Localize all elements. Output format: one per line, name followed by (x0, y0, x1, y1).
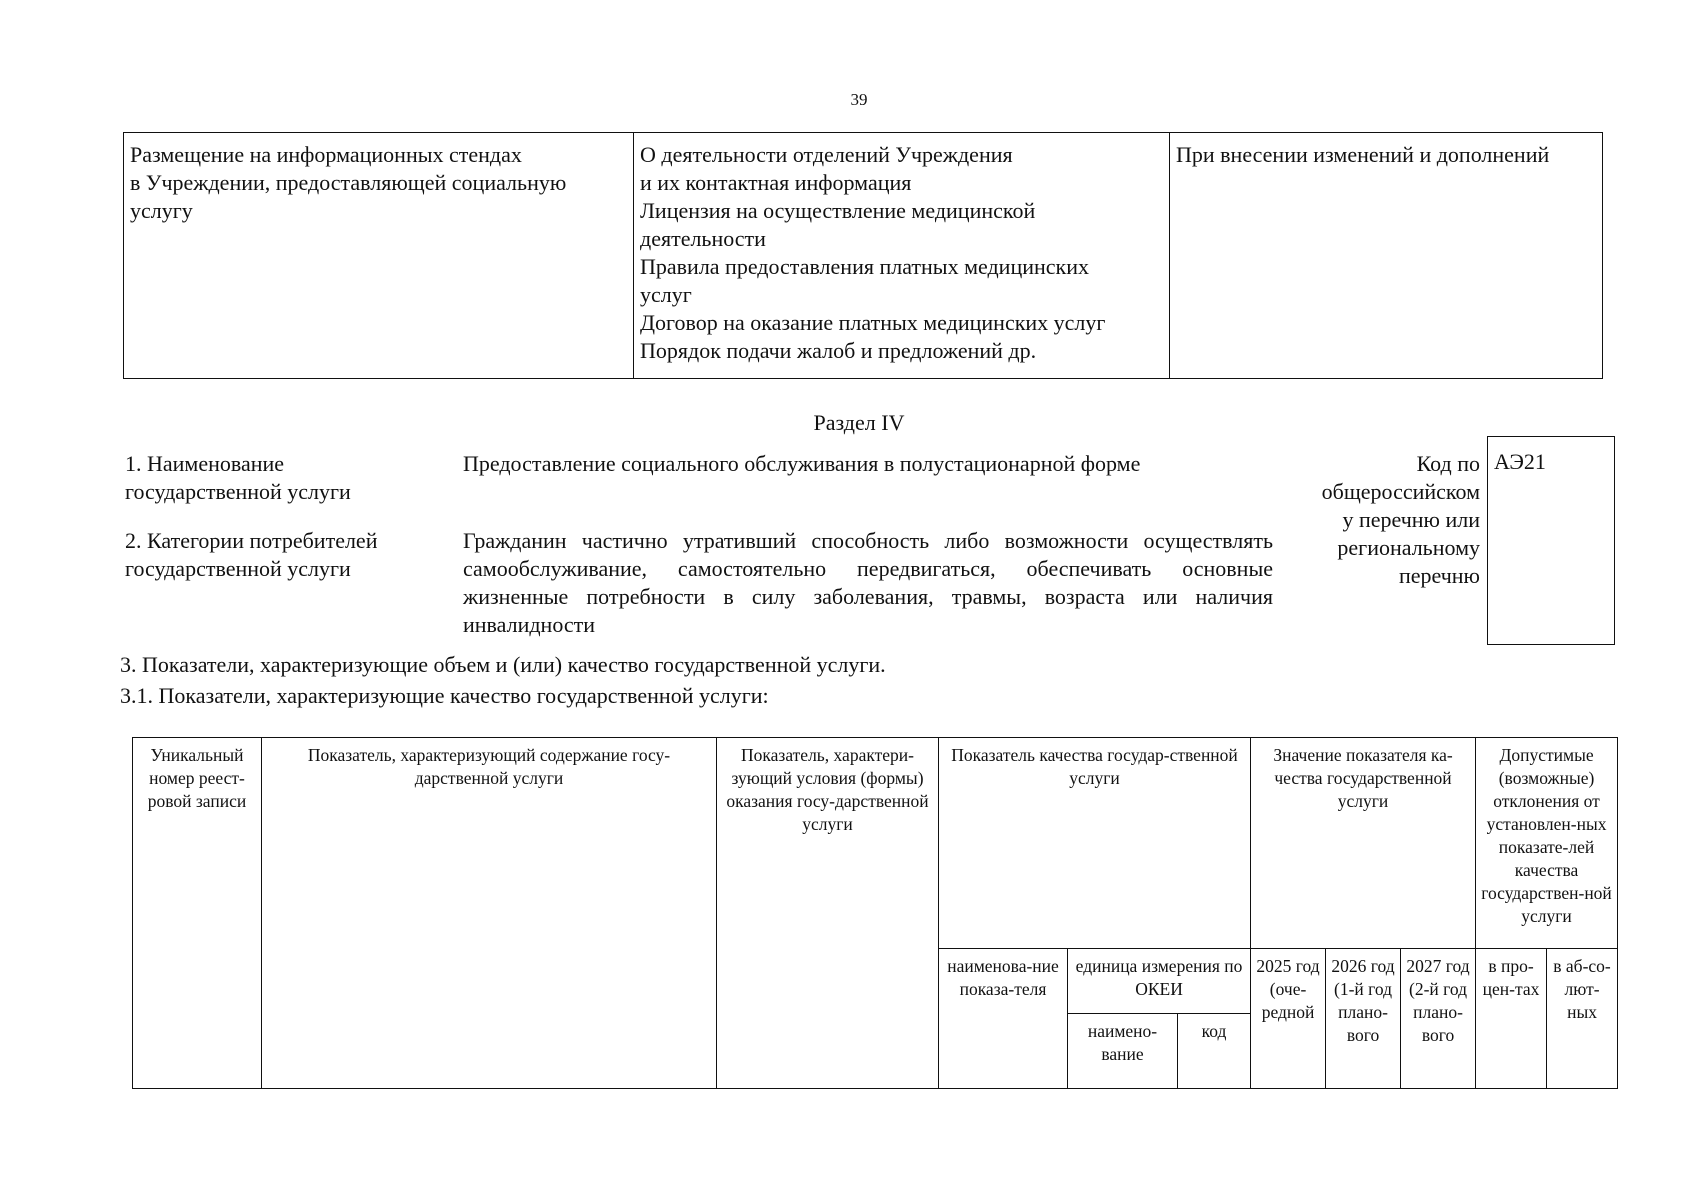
cell-line: услуг (640, 282, 692, 307)
header-unique-number: Уникальный номер реест-ровой записи (133, 738, 262, 1089)
subheader-absolute: в аб-со-лют-ных (1547, 949, 1618, 1089)
subheader-unit-name: наимено-вание (1068, 1014, 1178, 1089)
information-content-cell (634, 133, 1170, 379)
registry-code-box: АЭ21 (1487, 436, 1615, 645)
cell-line: Договор на оказание платных медицинских услуг (640, 310, 1106, 335)
header-allowed-deviation: Допустимые (возможные) отклонения от установлен-ных показате-лей качества государствен-ной услуги (1476, 738, 1618, 949)
table-header-row (133, 738, 1618, 949)
section-title: Раздел IV (813, 410, 905, 435)
cell-line: О деятельности отделений Учреждения (640, 142, 1013, 167)
paragraph-3-1: 3.1. Показатели, характеризующие качество государственной услуги: (120, 683, 769, 708)
header-service-content: Показатель, характеризующий содержание госу-дарственной услуги (262, 738, 717, 1089)
subheader-unit-code: код (1178, 1014, 1251, 1089)
cell-line: Правила предоставления платных медицинских (640, 254, 1089, 279)
placement-method-cell (124, 133, 634, 379)
subheader-indicator-name: наименова-ние показа-теля (939, 949, 1068, 1089)
label-line: 2. Категории потребителей (125, 528, 378, 553)
cell-line: Лицензия на осуществление медицинской (640, 198, 1036, 223)
table-row (124, 133, 1603, 379)
registry-code-label (1290, 450, 1480, 590)
subheader-okei-unit: единица измерения по ОКЕИ (1068, 949, 1251, 1014)
service-name-value: Предоставление социального обслуживания в полустационарной форме (463, 451, 1141, 476)
label-line: 1. Наименование (125, 451, 285, 476)
subheader-year-2026: 2026 год (1-й год плано-вого (1326, 949, 1401, 1089)
label-line: у перечню или (1342, 507, 1480, 532)
label-line: Код по (1416, 451, 1480, 476)
consumer-category-label (125, 527, 435, 583)
cell-line: деятельности (640, 226, 766, 251)
cell-line: и их контактная информация (640, 170, 912, 195)
update-frequency-cell: При внесении изменений и дополнений (1170, 133, 1603, 379)
subheader-year-2025: 2025 год (оче-редной (1251, 949, 1326, 1089)
label-line: государственной услуги (125, 556, 351, 581)
label-line: общероссийском (1321, 479, 1480, 504)
header-indicator-value: Значение показателя ка-чества государственной услуги (1251, 738, 1476, 949)
cell-line: Размещение на информационных стендах (130, 142, 522, 167)
cell-line: Порядок подачи жалоб и предложений др. (640, 338, 1037, 363)
info-placement-table (123, 132, 1603, 379)
paragraph-3: 3. Показатели, характеризующие объем и (или) качество государственной услуги. (120, 652, 886, 677)
subheader-percent: в про-цен-тах (1476, 949, 1547, 1089)
subheader-year-2027: 2027 год (2-й год плано-вого (1401, 949, 1476, 1089)
consumer-category-value: Гражданин частично утративший способность либо возможности осуществлять самообслуживание, самостоятельно передвигаться, обеспечивать основные жизненные потребности в силу заболевания, травмы, возраста или наличия инвалидности (463, 528, 1273, 637)
page-number: 39 (850, 90, 868, 109)
quality-indicators-table (132, 737, 1618, 1089)
service-name-label (125, 450, 435, 506)
cell-line: в Учреждении, предоставляющей социальную (130, 170, 567, 195)
header-quality-indicator: Показатель качества государ-ственной услуги (939, 738, 1251, 949)
cell-line: услугу (130, 198, 193, 223)
label-line: региональному (1337, 535, 1480, 560)
label-line: перечню (1398, 563, 1480, 588)
label-line: государственной услуги (125, 479, 351, 504)
header-service-conditions: Показатель, характери-зующий условия (формы) оказания госу-дарственной услуги (717, 738, 939, 1089)
